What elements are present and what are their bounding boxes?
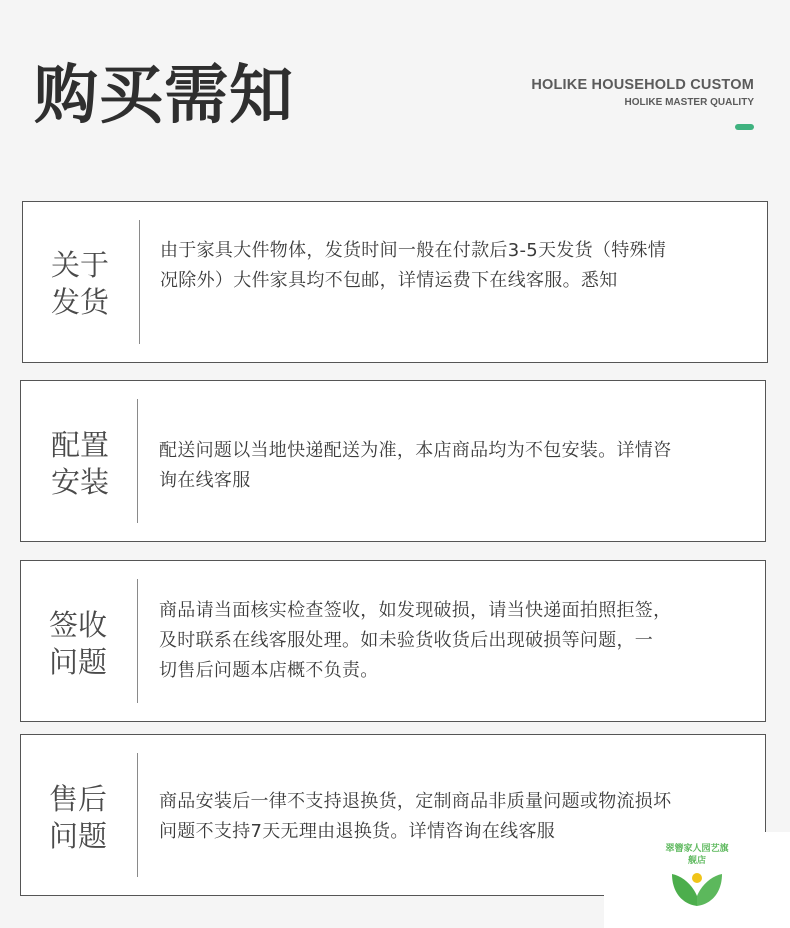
accent-bar <box>735 124 754 130</box>
card-divider <box>139 220 140 344</box>
card-divider <box>137 579 138 703</box>
card-title <box>49 781 119 855</box>
card-text-line: 况除外）大件家具均不包邮，详情运费下在线客服。悉知 <box>160 270 618 291</box>
card-title <box>51 247 121 321</box>
card-title-line: 问题 <box>49 819 108 853</box>
card-text <box>160 236 666 296</box>
brand-tagline-secondary: HOLIKE MASTER QUALITY <box>624 97 754 108</box>
notice-card-signing <box>20 560 766 722</box>
page-title: 购买需知 <box>34 59 294 133</box>
card-text <box>159 596 671 686</box>
brand-block <box>531 76 754 110</box>
notice-card-installation <box>20 380 766 542</box>
card-text-line: 询在线客服 <box>159 470 251 491</box>
card-divider <box>137 753 138 877</box>
brand-tagline-primary: HOLIKE HOUSEHOLD CUSTOM <box>531 77 754 93</box>
card-title <box>51 427 121 501</box>
card-title-line: 问题 <box>49 645 108 679</box>
card-text-line: 配送问题以当地快递配送为准，本店商品均为不包安装。详情咨 <box>159 440 672 461</box>
notice-card-shipping <box>22 201 768 363</box>
sprout-logo-icon <box>670 870 724 906</box>
card-title-line: 售后 <box>49 782 108 816</box>
card-text <box>159 787 671 847</box>
card-title-line: 发货 <box>51 285 110 319</box>
card-text-line: 及时联系在线客服处理。如未验货收货后出现破损等问题，一 <box>159 630 654 651</box>
card-text-line: 问题不支持7天无理由退换货。详情咨询在线客服 <box>159 821 556 842</box>
card-text-line: 切售后问题本店概不负责。 <box>159 660 379 681</box>
watermark-text: 舰店 <box>687 856 706 866</box>
card-title-line: 安装 <box>51 465 110 499</box>
card-text-line: 商品安装后一律不支持退换货，定制商品非质量问题或物流损坏 <box>159 791 672 812</box>
card-text <box>159 436 671 496</box>
card-title-line: 配置 <box>51 428 110 462</box>
card-title <box>49 607 119 681</box>
watermark-text: 翠簪家人园艺旗 <box>665 844 729 854</box>
store-watermark <box>604 832 790 928</box>
card-text-line: 由于家具大件物体，发货时间一般在付款后3-5天发货（特殊情 <box>160 240 667 261</box>
card-title-line: 签收 <box>49 608 108 642</box>
card-text-line: 商品请当面核实检查签收，如发现破损，请当快递面拍照拒签， <box>159 600 672 621</box>
card-divider <box>137 399 138 523</box>
card-title-line: 关于 <box>51 248 110 282</box>
